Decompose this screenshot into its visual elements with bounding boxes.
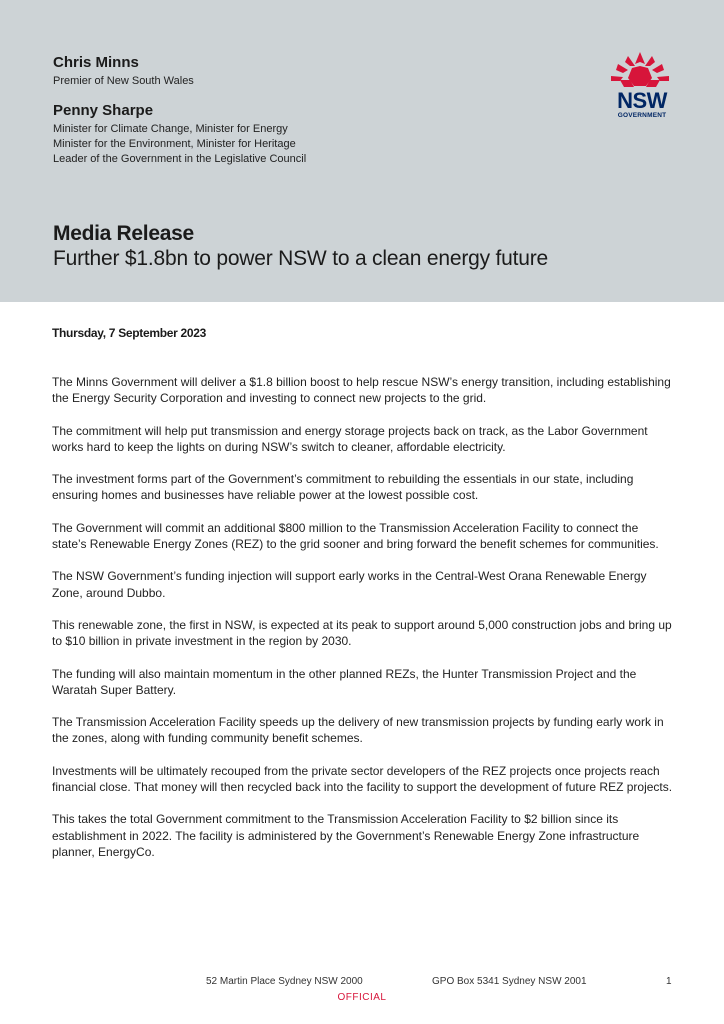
footer-postal-address: GPO Box 5341 Sydney NSW 2001 <box>432 976 587 987</box>
body-paragraph: This renewable zone, the first in NSW, is expected at its peak to support around 5,000 construction jobs and bring up to $10 billion in private investment in the region by 2030. <box>52 617 672 649</box>
logo-subtitle: GOVERNMENT <box>617 112 667 119</box>
release-label: Media Release <box>53 222 194 245</box>
minister-block-energy <box>53 102 306 167</box>
release-date: Thursday, 7 September 2023 <box>52 326 207 340</box>
body-paragraph: This takes the total Government commitment to the Transmission Acceleration Facility to $2 billion since its establishment in 2022. The facility is administered by the Government’s Renewable Energy Zone infrastructure planner, EnergyCo. <box>52 812 640 859</box>
page-number: 1 <box>666 976 672 987</box>
minister-role: Minister for Climate Change, Minister for Energy <box>53 123 288 135</box>
body-paragraph: The Minns Government will deliver a $1.8 billion boost to help rescue NSW’s energy transition, including establishing the Energy Security Corporation and investing to connect new projects to the grid. <box>52 375 671 406</box>
release-body <box>52 374 674 876</box>
body-paragraph: The investment forms part of the Government’s commitment to rebuilding the essentials in our state, including ensuring homes and businesses have reliable power at the lowest possible cost. <box>52 472 634 503</box>
body-paragraph: The commitment will help put transmission and energy storage projects back on track, as the Labor Government works hard to keep the lights on during NSW’s switch to cleaner, affordable electricity. <box>52 423 648 454</box>
body-paragraph: The Transmission Acceleration Facility speeds up the delivery of new transmission projects by funding early work in the zones, along with funding community benefit schemes. <box>52 715 664 746</box>
header-band <box>0 0 724 302</box>
logo-wordmark: NSW <box>617 88 667 113</box>
minister-role: Premier of New South Wales <box>53 75 194 87</box>
body-paragraph: The funding will also maintain momentum in the other planned REZs, the Hunter Transmission Project and the Waratah Super Battery. <box>52 666 637 697</box>
body-paragraph: The NSW Government’s funding injection will support early works in the Central-West Orana Renewable Energy Zone, around Dubbo. <box>52 569 647 600</box>
body-paragraph: The Government will commit an additional $800 million to the Transmission Acceleration Facility to connect the state’s Renewable Energy Zones (REZ) to the grid sooner and bring forward the benefit schemes for communities. <box>52 520 659 552</box>
release-title: Further $1.8bn to power NSW to a clean energy future <box>53 247 549 270</box>
minister-role: Leader of the Government in the Legislative Council <box>53 153 307 165</box>
classification-bottom: OFFICIAL <box>337 992 387 1003</box>
minister-role: Minister for the Environment, Minister for Heritage <box>53 138 296 150</box>
minister-block-premier <box>53 54 194 89</box>
footer-street-address: 52 Martin Place Sydney NSW 2000 <box>206 976 363 987</box>
minister-name: Penny Sharpe <box>53 102 154 119</box>
minister-name: Chris Minns <box>53 54 139 71</box>
nsw-government-logo <box>610 90 674 120</box>
body-paragraph: Investments will be ultimately recouped from the private sector developers of the REZ projects once projects reach financial close. That money will then recycled back into the facility to support the development of future REZ projects. <box>52 763 673 795</box>
